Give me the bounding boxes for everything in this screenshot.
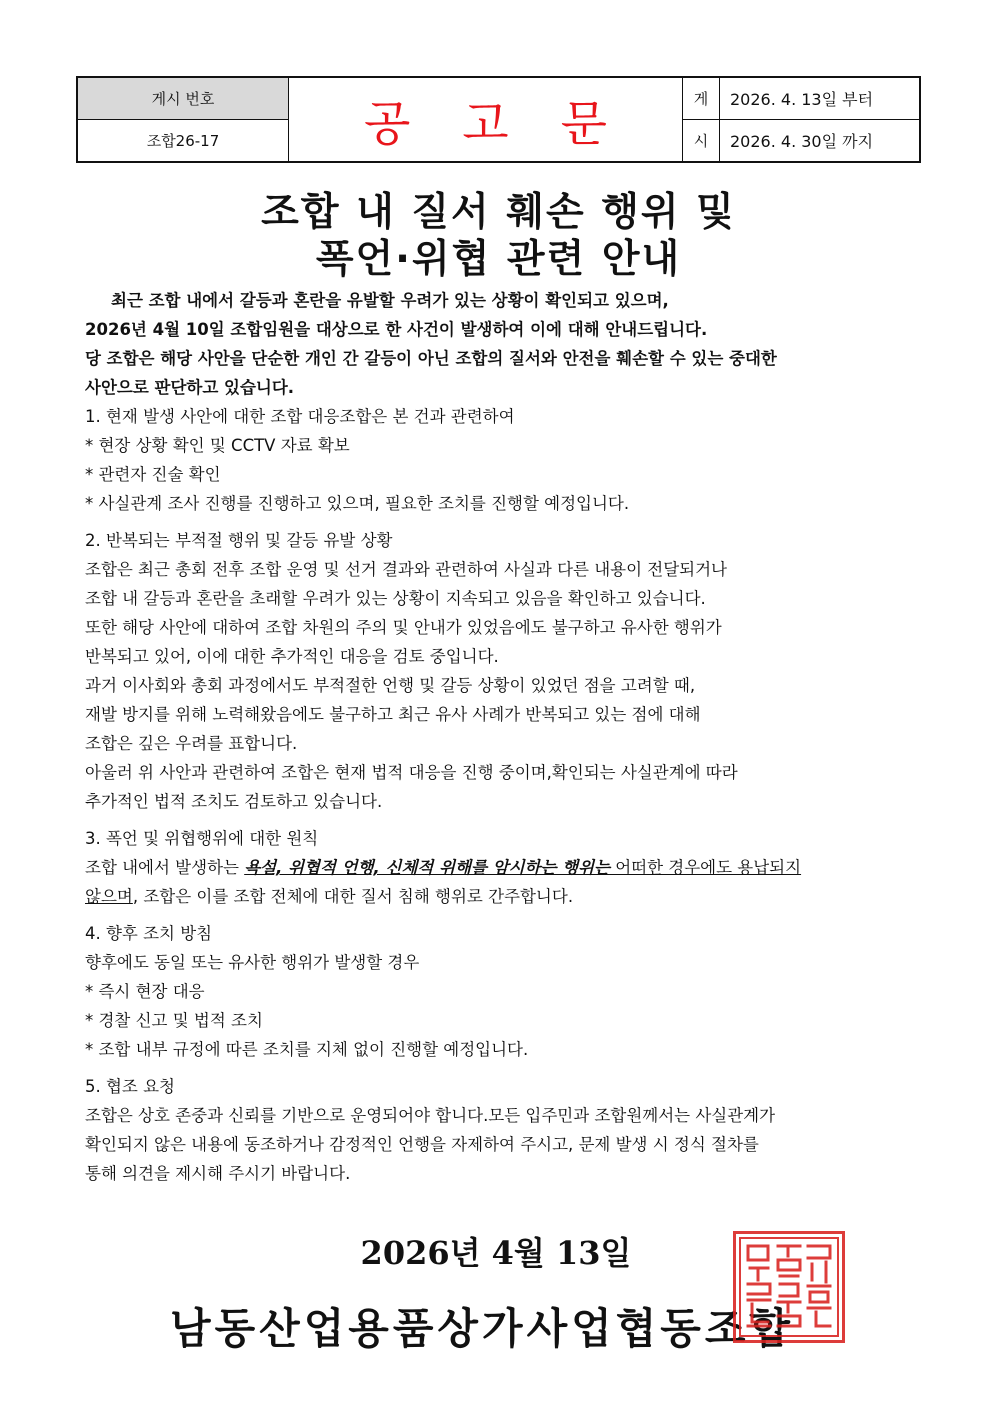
post-number-label: 게시 번호 <box>78 78 288 120</box>
notice-header-table <box>76 76 921 163</box>
section-3-text: , 조합은 이를 조합 전체에 대한 질서 침해 행위로 간주합니다. <box>132 887 574 906</box>
section-3-line <box>85 853 915 882</box>
organization-name: 남동산업용품상가사업협동조합 <box>170 1304 795 1353</box>
section-4-item: * 즉시 현장 대응 <box>85 982 205 1001</box>
section-2-line: 조합 내 갈등과 혼란을 초래할 우려가 있는 상황이 지속되고 있음을 확인하고 있습니다. <box>85 589 706 608</box>
section-4-heading: 4. 향후 조치 방침 <box>85 924 213 943</box>
document-title-line-2: 폭언·위협 관련 안내 <box>315 237 682 282</box>
section-2-line: 조합은 깊은 우려를 표합니다. <box>85 734 298 753</box>
section-3-line <box>85 882 915 911</box>
issue-date: 2026년 4월 13일 <box>360 1234 632 1272</box>
section-1-item: * 사실관계 조사 진행를 진행하고 있으며, 필요한 조치를 진행할 예정입니다. <box>85 494 630 513</box>
period-to: 2026. 4. 30일 까지 <box>730 132 874 151</box>
section-2-line: 조합은 최근 총회 전후 조합 운영 및 선거 결과와 관련하여 사실과 다른 내용이 전달되거나 <box>85 560 727 579</box>
period-label-top: 게 <box>683 78 719 120</box>
seal-glyph-icon <box>736 1234 842 1340</box>
section-2-line: 반복되고 있어, 이에 대한 추가적인 대응을 검토 중입니다. <box>85 647 499 666</box>
section-3-heading: 3. 폭언 및 위협행위에 대한 원칙 <box>85 829 319 848</box>
section-5-line: 조합은 상호 존중과 신뢰를 기반으로 운영되어야 합니다.모든 입주민과 조합원께서는 사실관계가 <box>85 1106 776 1125</box>
period-from: 2026. 4. 13일 부터 <box>720 78 919 120</box>
notice-title-cell <box>289 78 683 161</box>
period-label-column <box>683 78 720 161</box>
document-title-line-1: 조합 내 질서 훼손 행위 및 <box>261 190 736 235</box>
section-3-underlined: 않으며 <box>85 887 133 906</box>
period-label-bottom: 시 <box>693 132 709 150</box>
document-body <box>85 286 915 1188</box>
section-3-underlined: 어떠한 경우에도 용납되지 <box>609 858 802 877</box>
section-2-line: 또한 해당 사안에 대하여 조합 차원의 주의 및 안내가 있었음에도 불구하고 유사한 행위가 <box>85 618 722 637</box>
intro-line: 당 조합은 해당 사안을 단순한 개인 간 갈등이 아닌 조합의 질서와 안전을 훼손할 수 있는 중대한 <box>85 349 777 368</box>
section-5-heading: 5. 협조 요청 <box>85 1077 175 1096</box>
post-number-column <box>78 78 289 161</box>
section-1-heading: 1. 현재 발생 사안에 대한 조합 대응조합은 본 건과 관련하여 <box>85 407 515 426</box>
official-seal-icon <box>733 1231 845 1343</box>
section-1-item: * 현장 상황 확인 및 CCTV 자료 확보 <box>85 436 350 455</box>
section-5-line: 확인되지 않은 내용에 동조하거나 감정적인 언행을 자제하여 주시고, 문제 발생 시 정식 절차를 <box>85 1135 759 1154</box>
section-4-lead: 향후에도 동일 또는 유사한 행위가 발생할 경우 <box>85 953 420 972</box>
intro-line: 사안으로 판단하고 있습니다. <box>85 378 295 397</box>
section-3-text: 조합 내에서 발생하는 <box>85 858 245 877</box>
period-dates-column <box>720 78 919 161</box>
section-2-line: 재발 방지를 위해 노력해왔음에도 불구하고 최근 유사 사례가 반복되고 있는 점에 대해 <box>85 705 701 724</box>
notice-title: 공고문 <box>363 96 660 152</box>
section-4-item: * 조합 내부 규정에 따른 조치를 지체 없이 진행할 예정입니다. <box>85 1040 529 1059</box>
post-number-value: 조합26-17 <box>146 132 220 150</box>
section-2-heading: 2. 반복되는 부적절 행위 및 갈등 유발 상황 <box>85 531 393 550</box>
intro-line: 2026년 4월 10일 조합임원을 대상으로 한 사건이 발생하여 이에 대해 안내드립니다. <box>85 320 708 339</box>
section-4-item: * 경찰 신고 및 법적 조치 <box>85 1011 263 1030</box>
section-3-emphasis: 욕설, 위협적 언행, 신체적 위해를 암시하는 행위는 <box>244 858 610 877</box>
section-2-line: 추가적인 법적 조치도 검토하고 있습니다. <box>85 792 383 811</box>
section-1-item: * 관련자 진술 확인 <box>85 465 221 484</box>
section-5-line: 통해 의견을 제시해 주시기 바랍니다. <box>85 1164 351 1183</box>
section-2-line: 아울러 위 사안과 관련하여 조합은 현재 법적 대응을 진행 중이며,확인되는 사실관계에 따라 <box>85 763 738 782</box>
intro-line: 최근 조합 내에서 갈등과 혼란을 유발할 우려가 있는 상황이 확인되고 있으며, <box>111 291 669 310</box>
section-2-line: 과거 이사회와 총회 과정에서도 부적절한 언행 및 갈등 상황이 있었던 점을 고려할 때, <box>85 676 696 695</box>
